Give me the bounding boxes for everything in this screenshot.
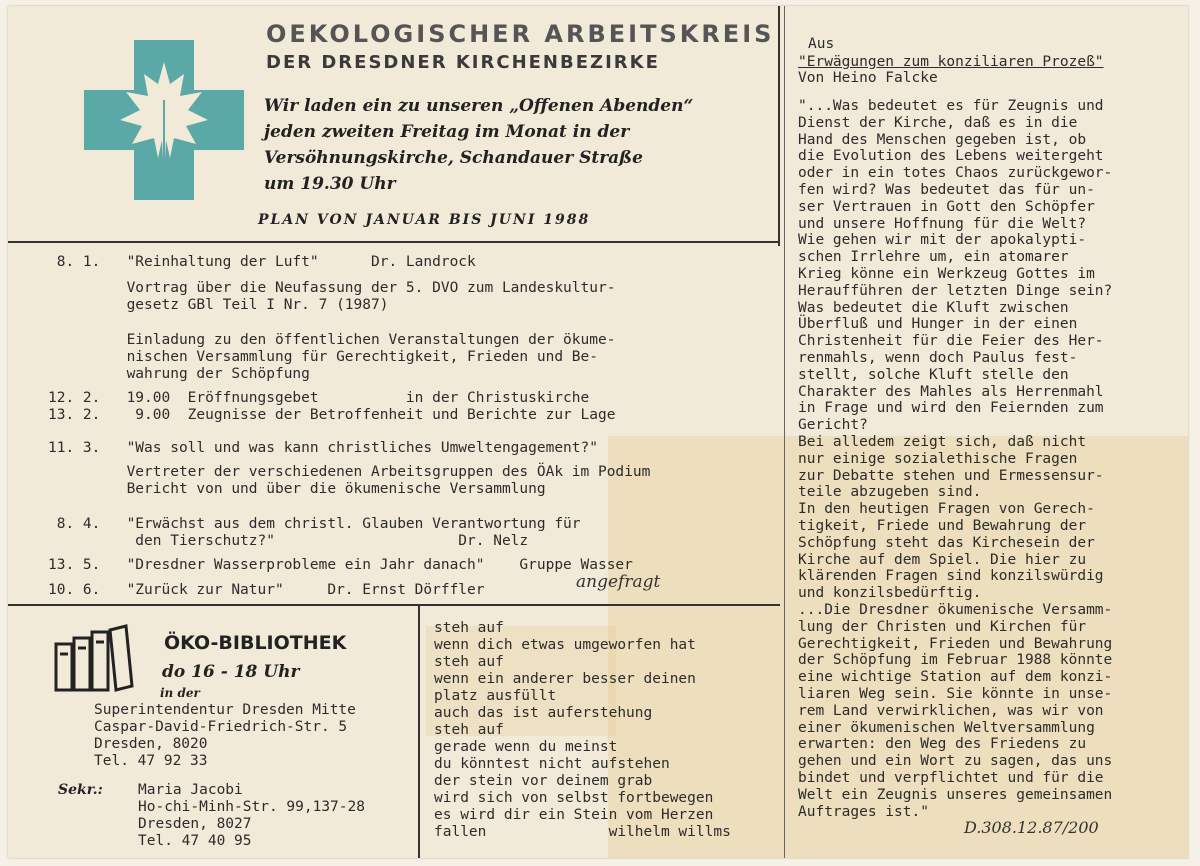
quote-line: liaren Weg sein. Sie könnte in unse- bbox=[798, 686, 1113, 702]
quote-line: rem Land verwirklichen, was wir von bbox=[798, 702, 1104, 719]
quote-line: klärenden Fragen sind konzilswürdig bbox=[798, 568, 1104, 585]
schedule-line: 8. 1. "Reinhaltung der Luft" Dr. Landrock bbox=[48, 254, 476, 270]
quote-author: Von Heino Falcke bbox=[798, 70, 938, 86]
quote-line: Krieg könne ein Werkzeug Gottes im bbox=[798, 266, 1095, 282]
quote-line: Kirche auf dem Spiel. Die hier zu bbox=[798, 551, 1087, 568]
library-title: ÖKO-BIBLIOTHEK bbox=[164, 632, 347, 654]
quote-line: renmahls, wenn doch Paulus fest- bbox=[798, 350, 1078, 366]
quote-line: einer ökumenischen Weltversammlung bbox=[798, 719, 1095, 736]
schedule-line: Einladung zu den öffentlichen Veranstaltungen der ökume- bbox=[48, 332, 616, 348]
quote-line: Gericht? bbox=[798, 417, 868, 434]
quote-line: tigkeit, Friede und Bewahrung der bbox=[798, 518, 1087, 534]
schedule-line: 12. 2. 19.00 Eröffnungsgebet in der Christuskirche bbox=[48, 390, 590, 406]
quote-line: Überfluß und Hunger in der einen bbox=[798, 316, 1078, 333]
poem-line: wenn ein anderer besser deinen bbox=[434, 671, 696, 687]
poem-line: steh auf bbox=[434, 654, 504, 670]
schedule-line: Vertreter der verschiedenen Arbeitsgruppen des ÖAk im Podium bbox=[48, 464, 651, 480]
quote-line: Wie gehen wir mit der apokalypti- bbox=[798, 232, 1087, 249]
quote-line: Christenheit für die Feier des Her- bbox=[798, 333, 1104, 350]
flyer-sheet bbox=[8, 6, 1188, 858]
quote-line: in Frage und wird den Feiernden zum bbox=[798, 400, 1104, 417]
secretary-line: Tel. 47 40 95 bbox=[138, 833, 252, 849]
schedule-line: nischen Versammlung für Gerechtigkeit, Frieden und Be- bbox=[48, 349, 598, 365]
quote-line: Charakter des Mahles als Herrenmahl bbox=[798, 383, 1104, 400]
quote-intro: Aus bbox=[808, 36, 835, 52]
schedule-line: 13. 2. 9.00 Zeugnisse der Betroffenheit und Berichte zur Lage bbox=[48, 407, 616, 423]
poem-line: du könntest nicht aufstehen bbox=[434, 756, 670, 772]
schedule-line: wahrung der Schöpfung bbox=[48, 366, 310, 382]
quote-line: bindet und verpflichtet und für die bbox=[798, 770, 1104, 786]
quote-line: Was bedeutet die Kluft zwischen bbox=[798, 299, 1069, 316]
quote-line: gehen und ein Wort zu sagen, das uns bbox=[798, 753, 1113, 770]
poem-line: wird sich von selbst fortbewegen bbox=[434, 790, 714, 806]
quote-line: oder in ein totes Chaos zurückgewor- bbox=[798, 165, 1113, 182]
quote-line: nur einige sozialethische Fragen bbox=[798, 450, 1078, 467]
quote-line: ...Die Dresdner ökumenische Versamm- bbox=[798, 602, 1113, 618]
poem-line: steh auf bbox=[434, 722, 504, 738]
library-hours: do 16 - 18 Uhr bbox=[162, 662, 300, 682]
secretary-line: Ho-chi-Minh-Str. 99,137-28 bbox=[138, 799, 365, 815]
quote-line: Heraufführen der letzten Dinge sein? bbox=[798, 282, 1113, 299]
header-title-line2: DER DRESDNER KIRCHENBEZIRKE bbox=[266, 52, 660, 73]
quote-line: eine wichtige Station auf dem konzi- bbox=[798, 669, 1113, 686]
library-address-line: Dresden, 8020 bbox=[94, 736, 208, 752]
schedule-line: 11. 3. "Was soll und was kann christliches Umweltengagement?" bbox=[48, 440, 598, 456]
poem-line: der stein vor deinem grab bbox=[434, 773, 653, 789]
schedule-line: gesetz GBl Teil I Nr. 7 (1987) bbox=[48, 297, 389, 313]
library-in-der: in der bbox=[160, 686, 200, 700]
invite-line: Wir laden ein zu unseren „Offenen Abenden“ bbox=[264, 96, 694, 116]
schedule-line: 10. 6. "Zurück zur Natur" Dr. Ernst Dörffler bbox=[48, 582, 485, 598]
secretary-line: Maria Jacobi bbox=[138, 782, 243, 798]
quote-line: Welt ein Zeugnis unseres gemeinsamen bbox=[798, 786, 1113, 803]
poem-line: gerade wenn du meinst bbox=[434, 739, 618, 755]
vertical-divider bbox=[418, 604, 420, 858]
schedule-line: den Tierschutz?" Dr. Nelz bbox=[48, 533, 529, 549]
quote-line: teile abzugeben sind. bbox=[798, 484, 982, 501]
quote-line: zur Debatte stehen und Ermessensur- bbox=[798, 467, 1104, 484]
secretary-label: Sekr.: bbox=[58, 782, 103, 798]
schedule-note: angefragt bbox=[576, 572, 661, 592]
books-icon bbox=[52, 620, 136, 694]
quote-line: "...Was bedeutet es für Zeugnis und bbox=[798, 98, 1104, 114]
horizontal-divider bbox=[8, 604, 780, 606]
quote-line: Schöpfung steht das Kirchesein der bbox=[798, 534, 1095, 551]
quote-line: die Evolution des Lebens weitergeht bbox=[798, 148, 1104, 165]
quote-line: Gerechtigkeit, Frieden und Bewahrung bbox=[798, 635, 1113, 652]
quote-line: ser Vertrauen in Gott den Schöpfer bbox=[798, 198, 1095, 215]
quote-line: Hand des Menschen gegeben ist, ob bbox=[798, 131, 1087, 148]
library-address-line: Tel. 47 92 33 bbox=[94, 753, 208, 769]
invite-line: jeden zweiten Freitag im Monat in der bbox=[264, 122, 630, 142]
poem-line: steh auf bbox=[434, 620, 504, 636]
schedule-line: 8. 4. "Erwächst aus dem christl. Glauben Verantwortung für bbox=[48, 516, 581, 532]
vertical-divider bbox=[778, 6, 780, 246]
poem-line: auch das ist auferstehung bbox=[434, 705, 653, 721]
invite-line: Versöhnungskirche, Schandauer Straße bbox=[264, 148, 643, 168]
secretary-line: Dresden, 8027 bbox=[138, 816, 252, 832]
quote-line: stellt, solche Kluft stelle den bbox=[798, 366, 1069, 383]
poem-line: platz ausfüllt bbox=[434, 688, 557, 704]
schedule-line: Bericht von und über die ökumenische Versammlung bbox=[48, 481, 546, 497]
document-signature: D.308.12.87/200 bbox=[964, 818, 1099, 837]
quote-line: lung der Christen und Kirchen für bbox=[798, 618, 1087, 635]
poem-line: es wird dir ein Stein vom Herzen bbox=[434, 807, 714, 823]
library-address-line: Caspar-David-Friedrich-Str. 5 bbox=[94, 719, 348, 735]
quote-line: und konzilsbedürftig. bbox=[798, 585, 982, 602]
quote-line: Dienst der Kirche, daß es in die bbox=[798, 114, 1078, 131]
quote-line: In den heutigen Fragen von Gerech- bbox=[798, 501, 1095, 518]
invite-line: um 19.30 Uhr bbox=[264, 174, 396, 194]
quote-line: Bei alledem zeigt sich, daß nicht bbox=[798, 434, 1087, 450]
schedule-line: Vortrag über die Neufassung der 5. DVO zum Landeskultur- bbox=[48, 280, 616, 296]
quote-line: der Schöpfung im Februar 1988 könnte bbox=[798, 652, 1113, 669]
quote-line: und unsere Hoffnung für die Welt? bbox=[798, 215, 1087, 232]
plan-heading: PLAN VON JANUAR BIS JUNI 1988 bbox=[258, 212, 591, 228]
quote-line: schen Irrlehre um, ein atomarer bbox=[798, 249, 1069, 266]
quote-line: Auftrages ist." bbox=[798, 803, 929, 820]
schedule-line: 13. 5. "Dresdner Wasserprobleme ein Jahr danach" Gruppe Wasser bbox=[48, 557, 633, 573]
header-title-line1: OEKOLOGISCHER ARBEITSKREIS bbox=[266, 20, 775, 48]
quote-line: fen wird? Was bedeutet das für un- bbox=[798, 182, 1095, 198]
poem-line: fallen wilhelm willms bbox=[434, 824, 731, 840]
horizontal-divider bbox=[8, 241, 780, 243]
quote-source: "Erwägungen zum konziliaren Prozeß" bbox=[798, 54, 1104, 70]
poem-line: wenn dich etwas umgeworfen hat bbox=[434, 637, 696, 653]
cross-leaf-icon bbox=[84, 40, 244, 200]
vertical-divider bbox=[784, 6, 785, 858]
quote-line: erwarten: den Weg des Friedens zu bbox=[798, 736, 1087, 753]
library-address-line: Superintendentur Dresden Mitte bbox=[94, 702, 356, 718]
